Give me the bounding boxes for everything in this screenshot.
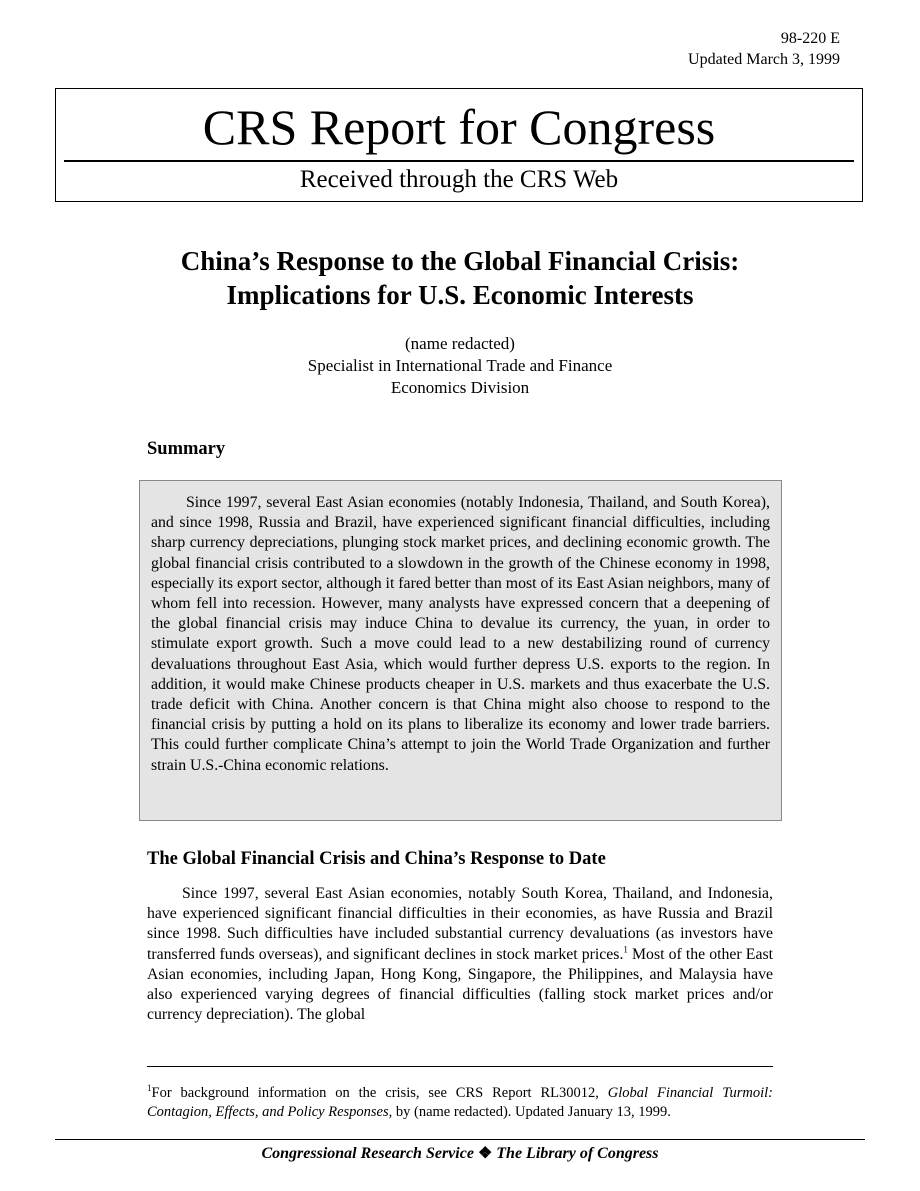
banner-title: CRS Report for Congress	[202, 99, 716, 155]
banner-divider	[64, 160, 854, 162]
banner-subtitle: Received through the CRS Web	[299, 166, 619, 193]
footnote-divider	[147, 1066, 773, 1067]
author-role: Specialist in International Trade and Finance	[307, 356, 613, 375]
title-line-1: China’s Response to the Global Financial Crisis:	[180, 246, 740, 276]
author-name: (name redacted)	[405, 334, 515, 353]
footnote	[147, 1084, 773, 1122]
section-body	[147, 884, 773, 1025]
report-header	[688, 28, 840, 70]
footnote-text-end: by (name redacted). Updated January 13, 1999.	[392, 1104, 671, 1120]
crs-banner	[55, 88, 863, 202]
updated-date: Updated March 3, 1999	[688, 51, 840, 68]
report-number: 98-220 E	[780, 30, 840, 47]
section-text-part-1: Since 1997, several East Asian economies, notably South Korea, Thailand, and Indonesia, have experienced significant financial difficulties in their economies, as have Russia and Brazil since 1998. Such difficulties have included substantial currency devaluations (as investors have transferred funds overseas), and significant declines in stock market prices.	[147, 885, 773, 963]
footer-divider	[55, 1139, 865, 1140]
summary-heading: Summary	[147, 439, 226, 459]
author-division: Economics Division	[390, 378, 530, 397]
author-block	[100, 333, 820, 399]
summary-text: Since 1997, several East Asian economies (notably Indonesia, Thailand, and South Korea), and since 1998, Russia and Brazil, have experienced significant financial difficulties, including sharp currency depreciations, plunging stock market prices, and declining economic growth. The global financial crisis contributed to a slowdown in the growth of the Chinese economy in 1998, especially its export sector, although it fared better than most of its East Asian neighbors, many of whom fell into recession. However, many analysts have expressed concern that a deepening of the global financial crisis may induce China to devalue its currency, the yuan, in order to stimulate export growth. Such a move could lead to a new destabilizing round of currency devaluations throughout East Asia, which would further depress U.S. exports to the region. In addition, it would make Chinese products cheaper in U.S. markets and thus exacerbate the U.S. trade deficit with China. Another concern is that China might also choose to respond to the financial crisis by putting a hold on its plans to liberalize its economy and lower trade barriers. This could further complicate China’s attempt to join the World Trade Organization and further strain U.S.-China economic relations.	[151, 494, 770, 774]
footer-library: The Library of Congress	[496, 1145, 659, 1162]
footnote-text-start: For background information on the crisis, see CRS Report RL30012,	[151, 1085, 608, 1101]
section-heading: The Global Financial Crisis and China’s Response to Date	[147, 849, 606, 869]
summary-box	[139, 480, 782, 821]
section-paragraph	[147, 884, 773, 1025]
footnote-marker: 1	[147, 1083, 152, 1094]
footer-crs: Congressional Research Service	[261, 1145, 474, 1162]
title-line-2: Implications for U.S. Economic Interests	[226, 280, 694, 310]
footer-separator: ❖	[477, 1145, 493, 1162]
document-title	[100, 244, 820, 312]
page-footer	[55, 1143, 865, 1165]
footnote-cited-title: Global Financial Turmoil: Contagion, Effects, and Policy Responses,	[147, 1085, 773, 1120]
section-text-part-2: Most of the other East Asian economies, including Japan, Hong Kong, Singapore, the Philippines, and Malaysia have also experienced varying degrees of financial difficulties (falling stock market prices and/or currency depreciation). The global	[147, 945, 773, 1024]
footnote-reference[interactable]: 1	[623, 944, 628, 955]
